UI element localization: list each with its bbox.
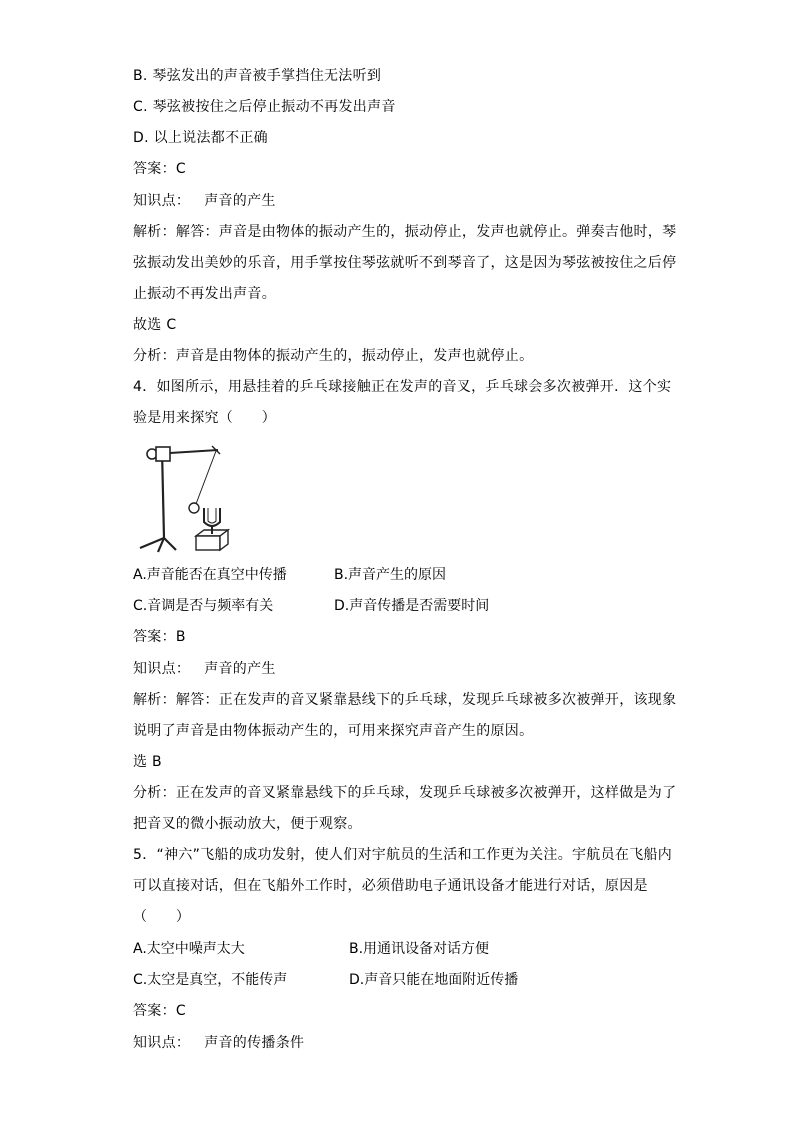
q3-kp-label: 知识点： [133, 193, 191, 209]
q3-summary: 分析：声音是由物体的振动产生的，振动停止，发声也就停止。 [133, 348, 534, 364]
q4-option-d: D.声音传播是否需要时间 [334, 598, 490, 614]
q3-analysis-line-1: 解析：解答：声音是由物体的振动产生的，振动停止，发声也就停止。弹奏吉他时，琴 [133, 224, 677, 240]
q4-summary-line-1: 分析：正在发声的音叉紧靠悬线下的乒乓球，发现乒乓球被多次被弹开，这样做是为了 [133, 785, 677, 801]
q4-stem-line-2: 验是用来探究（ ） [133, 410, 276, 426]
q5-option-b: B.用通讯设备对话方便 [349, 941, 490, 957]
q3-option-c: C. 琴弦被按住之后停止振动不再发出声音 [133, 99, 396, 115]
q3-option-d: D. 以上说法都不正确 [133, 130, 268, 146]
q5-option-a: A.太空中噪声太大 [133, 941, 245, 957]
q5-stem-line-2: 可以直接对话，但在飞船外工作时，必须借助电子通讯设备才能进行对话，原因是 [133, 878, 648, 894]
q4-knowledge-point [133, 659, 673, 679]
q5-knowledge-point [133, 1033, 673, 1053]
q4-option-a: A.声音能否在真空中传播 [133, 567, 287, 583]
q5-option-c: C.太空是真空，不能传声 [133, 972, 288, 988]
q3-kp-value: 声音的产生 [204, 193, 276, 209]
q3-knowledge-point [133, 191, 673, 211]
q4-analysis-line-2: 说明了声音是由物体振动产生的，可用来探究声音产生的原因。 [133, 723, 534, 739]
q4-kp-label: 知识点： [133, 661, 191, 677]
q3-option-b: B. 琴弦发出的声音被手掌挡住无法听到 [133, 68, 382, 84]
q4-stem-line-1: 4．如图所示，用悬挂着的乒乓球接触正在发声的音叉，乒乓球会多次被弹开．这个实 [133, 379, 672, 395]
q4-option-c: C.音调是否与频率有关 [133, 598, 274, 614]
q4-kp-value: 声音的产生 [204, 661, 276, 677]
tuning-fork-pendulum-icon [136, 438, 240, 558]
q5-stem-line-3: （ ） [133, 909, 191, 925]
q3-analysis-line-2: 弦振动发出美妙的乐音，用手掌按住琴弦就听不到琴音了，这是因为琴弦被按住之后停 [133, 255, 677, 271]
q4-summary-line-2: 把音叉的微小振动放大，便于观察。 [133, 816, 362, 832]
q3-answer: 答案：C [133, 161, 186, 177]
q3-choice: 故选 C [133, 317, 177, 333]
q5-stem-line-1: 5．“神六”飞船的成功发射，使人们对宇航员的生活和工作更为关注。宇航员在飞船内 [133, 847, 673, 863]
q5-answer: 答案：C [133, 1003, 186, 1019]
q5-kp-value: 声音的传播条件 [204, 1035, 305, 1051]
tuning-fork-pendulum-diagram [136, 438, 240, 558]
q5-kp-label: 知识点： [133, 1035, 191, 1051]
q4-answer: 答案：B [133, 629, 186, 645]
q5-option-d: D.声音只能在地面附近传播 [349, 972, 519, 988]
q4-option-b: B.声音产生的原因 [334, 567, 447, 583]
q4-analysis-line-1: 解析：解答：正在发声的音叉紧靠悬线下的乒乓球，发现乒乓球被多次被弹开，该现象 [133, 692, 677, 708]
q3-analysis-line-3: 止振动不再发出声音。 [133, 286, 276, 302]
q4-choice: 选 B [133, 754, 162, 770]
